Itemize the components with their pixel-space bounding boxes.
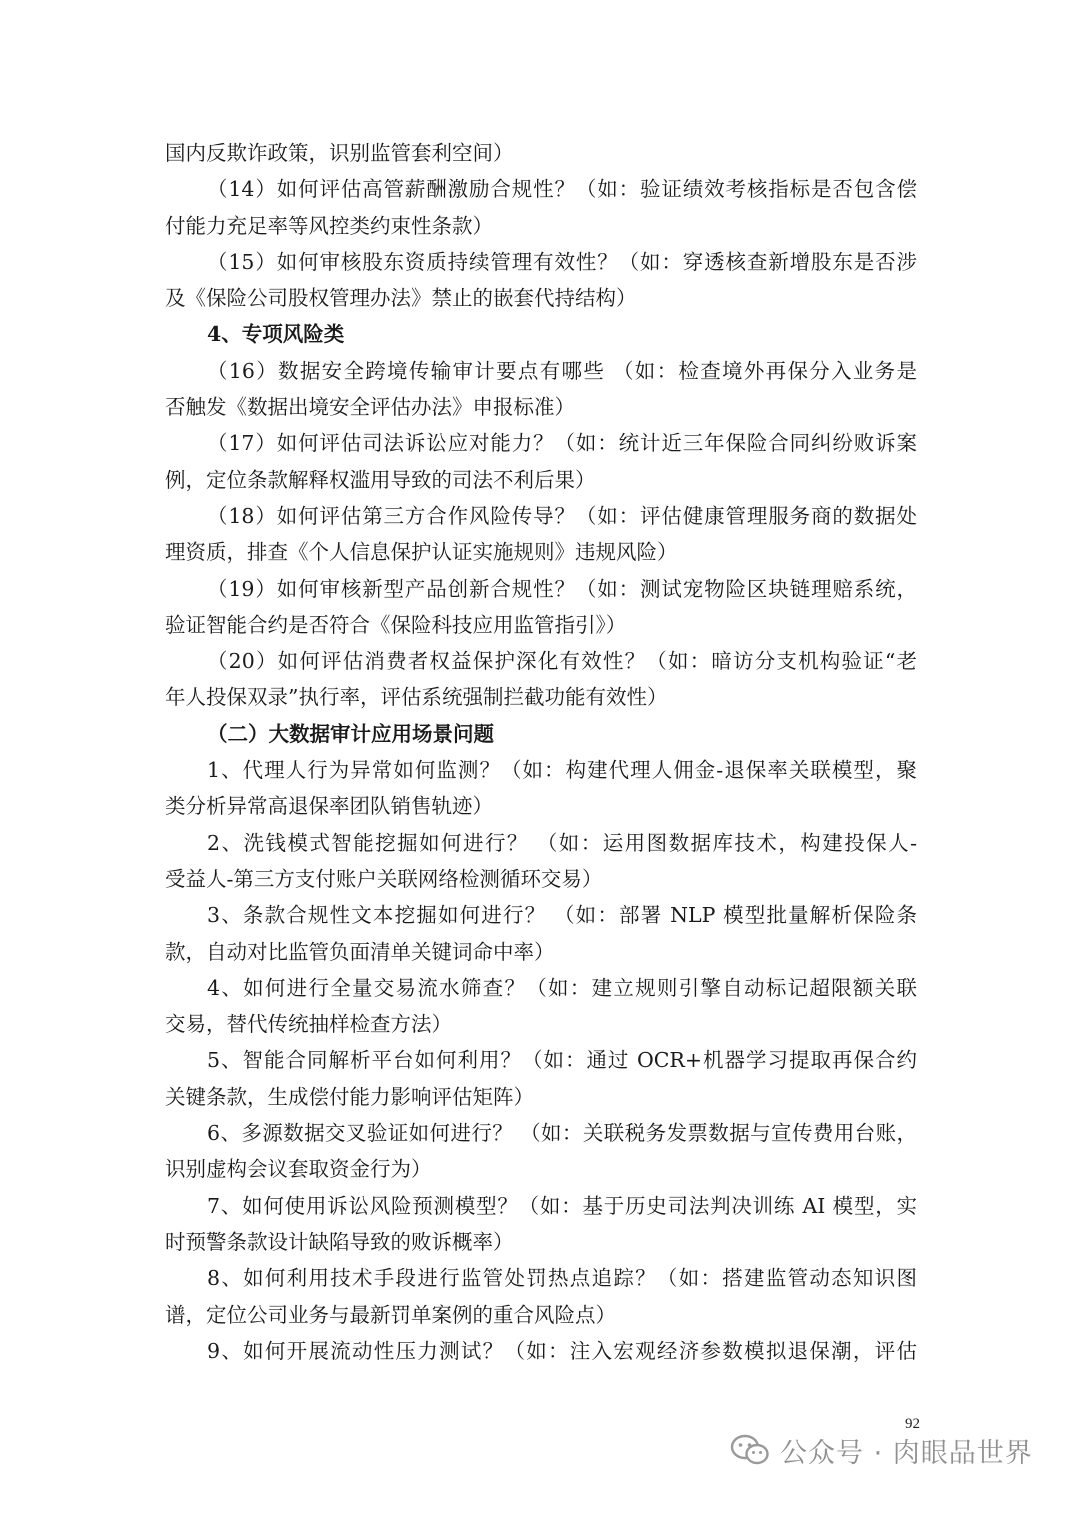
wechat-icon <box>730 1434 770 1466</box>
text-line: （14）如何评估高管薪酬激励合规性？（如：验证绩效考核指标是否包含偿 <box>207 177 917 202</box>
text-line: 关键条款，生成偿付能力影响评估矩阵） <box>165 1084 534 1109</box>
text-line: 4、如何进行全量交易流水筛查？（如：建立规则引擎自动标记超限额关联 <box>207 975 917 1000</box>
text-line: 5、智能合同解析平台如何利用？（如：通过 OCR+机器学习提取再保合约 <box>207 1048 917 1073</box>
text-line: 受益人-第三方支付账户关联网络检测循环交易） <box>165 866 603 891</box>
text-line: 7、如何使用诉讼风险预测模型？（如：基于历史司法判决训练 AI 模型，实 <box>207 1193 917 1218</box>
text-line: 6、多源数据交叉验证如何进行？ （如：关联税务发票数据与宣传费用台账， <box>207 1121 917 1146</box>
text-line: 国内反欺诈政策，识别监管套利空间） <box>165 141 514 165</box>
text-line: 付能力充足率等风控类约束性条款） <box>165 213 493 238</box>
text-line: 3、条款合规性文本挖掘如何进行？ （如：部署 NLP 模型批量解析保险条 <box>207 903 917 928</box>
text-line: 理资质，排查《个人信息保护认证实施规则》违规风险） <box>165 540 678 565</box>
text-line: 类分析异常高退保率团队销售轨迹） <box>165 794 493 819</box>
text-line: 1、代理人行为异常如何监测？（如：构建代理人佣金-退保率关联模型，聚 <box>207 758 917 783</box>
section-heading: （二）大数据审计应用场景问题 <box>207 721 494 746</box>
body-text <box>165 135 917 1369</box>
page-number: 92 <box>905 1416 920 1432</box>
text-line: （15）如何审核股东资质持续管理有效性？（如：穿透核查新增股东是否涉 <box>207 249 917 274</box>
text-line: （16）数据安全跨境传输审计要点有哪些 （如：检查境外再保分入业务是 <box>207 358 917 383</box>
text-line: （19）如何审核新型产品创新合规性？（如：测试宠物险区块链理赔系统， <box>207 576 917 601</box>
text-line: 9、如何开展流动性压力测试？（如：注入宏观经济参数模拟退保潮，评估 <box>207 1338 917 1363</box>
watermark <box>730 1428 1033 1472</box>
text-line: 否触发《数据出境安全评估办法》申报标准） <box>165 395 575 420</box>
text-line: （17）如何评估司法诉讼应对能力？（如：统计近三年保险合同纠纷败诉案 <box>207 431 917 456</box>
text-line: （20）如何评估消费者权益保护深化有效性？（如：暗访分支机构验证“老 <box>207 649 917 674</box>
watermark-text: 公众号 · 肉眼品世界 <box>780 1437 1033 1469</box>
text-line: 验证智能合约是否符合《保险科技应用监管指引》） <box>165 612 627 637</box>
text-line: 及《保险公司股权管理办法》禁止的嵌套代持结构） <box>165 286 637 311</box>
section-heading: 4、专项风险类 <box>207 322 345 347</box>
text-line: 交易，替代传统抽样检查方法） <box>165 1012 452 1037</box>
text-line: 识别虚构会议套取资金行为） <box>165 1157 432 1182</box>
text-line: 2、洗钱模式智能挖掘如何进行？ （如：运用图数据库技术，构建投保人- <box>207 830 917 855</box>
text-line: 谱，定位公司业务与最新罚单案例的重合风险点） <box>165 1302 616 1327</box>
text-line: 8、如何利用技术手段进行监管处罚热点追踪？（如：搭建监管动态知识图 <box>207 1266 917 1291</box>
text-line: 时预警条款设计缺陷导致的败诉概率） <box>165 1229 514 1254</box>
text-line: （18）如何评估第三方合作风险传导？（如：评估健康管理服务商的数据处 <box>207 503 917 528</box>
text-line: 年人投保双录”执行率，评估系统强制拦截功能有效性） <box>165 685 668 710</box>
text-line: 款，自动对比监管负面清单关键词命中率） <box>165 939 555 964</box>
text-line: 例，定位条款解释权滥用导致的司法不利后果） <box>165 467 596 492</box>
